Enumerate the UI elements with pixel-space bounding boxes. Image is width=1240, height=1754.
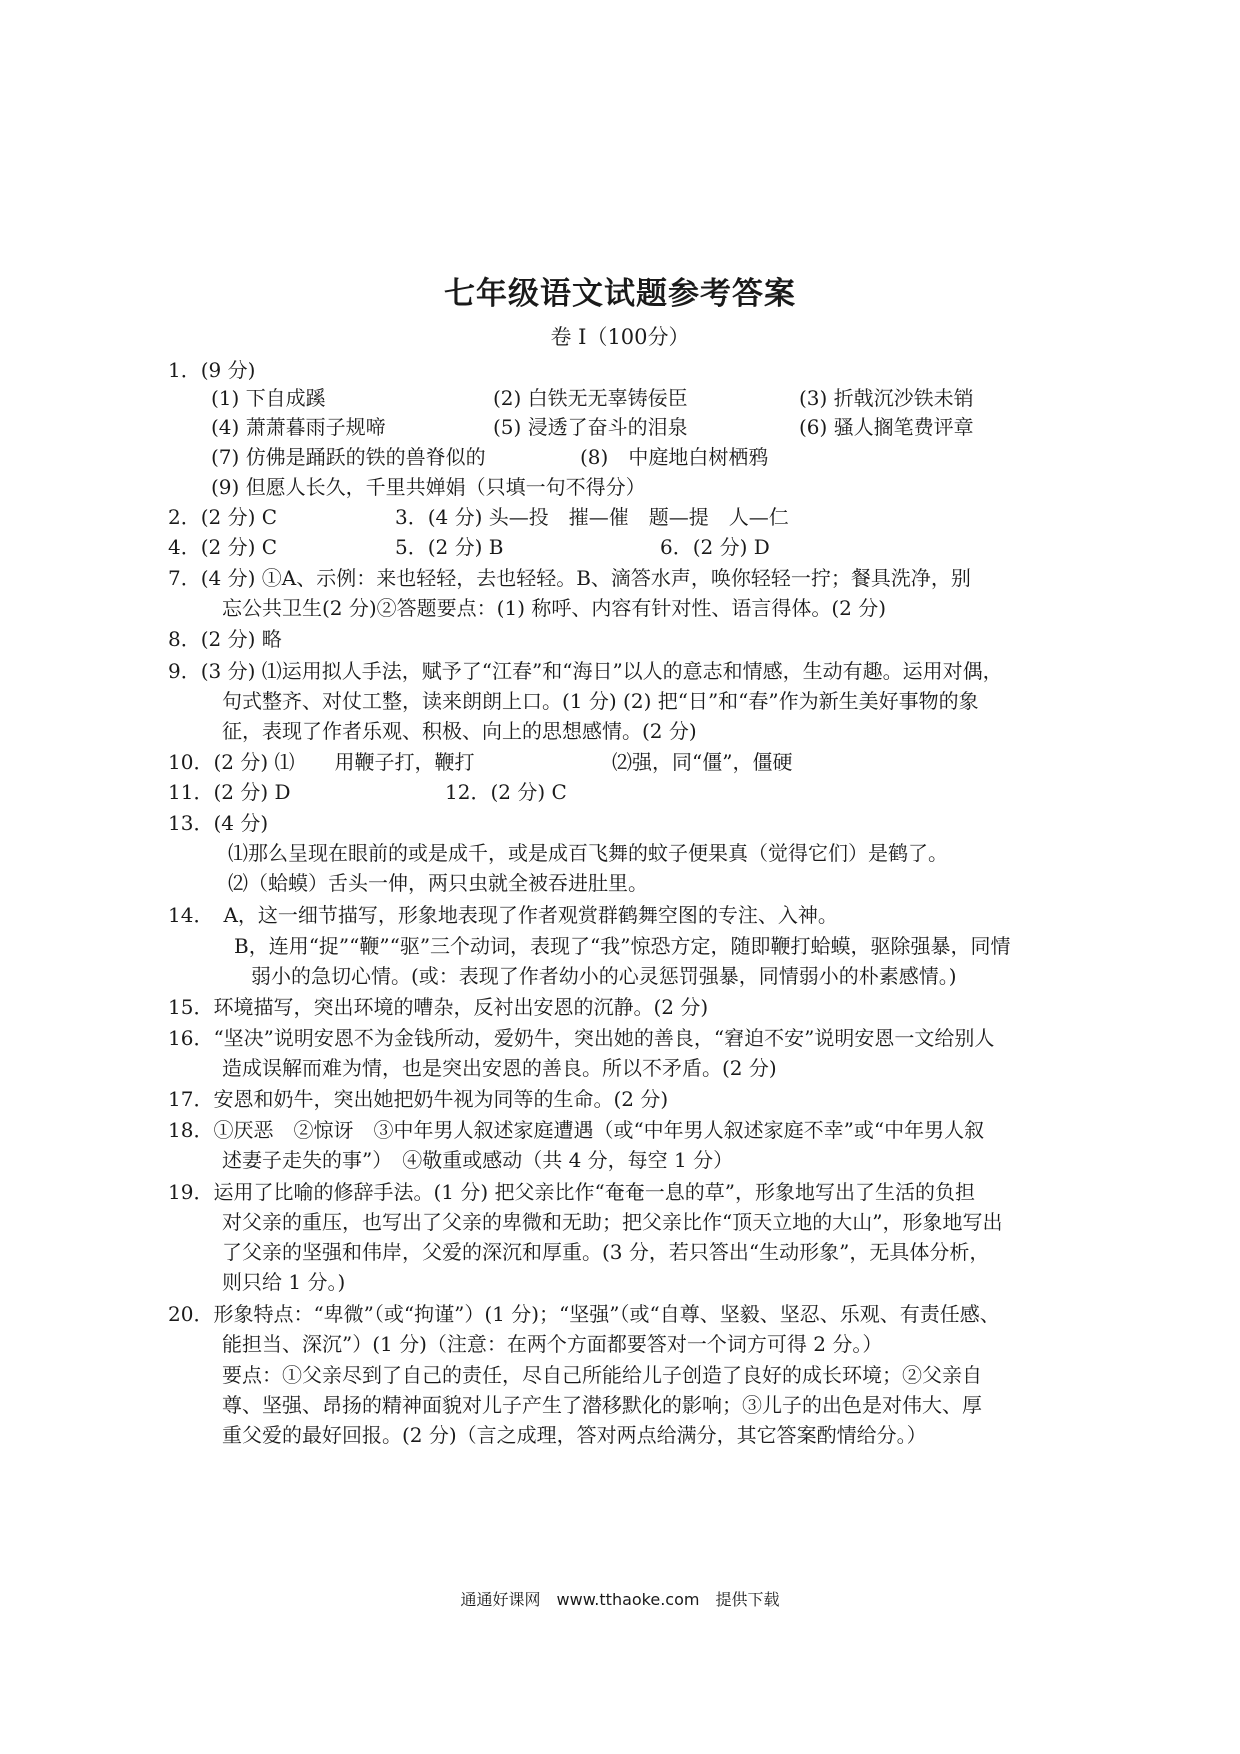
page-footer: 通通好课网 www.tthaoke.com 提供下载 <box>460 1590 780 1609</box>
answer-13-heading: 13．(4 分) <box>168 811 269 835</box>
answer-19-line-3: 了父亲的坚强和伟岸，父爱的深沉和厚重。(3 分，若只答出“生动形象”，无具体分析， <box>222 1240 990 1264</box>
answer-9-line-1: 9．(3 分) ⑴运用拟人手法，赋予了“江春”和“海日”以人的意志和情感，生动有趣。运用对偶， <box>168 659 1003 683</box>
page-subtitle: 卷 Ⅰ（100分） <box>550 325 690 349</box>
answer-17: 17．安恩和奶牛，突出她把奶牛视为同等的生命。(2 分) <box>168 1087 669 1111</box>
page-title: 七年级语文试题参考答案 <box>444 276 796 312</box>
answer-10-part-2: ⑵强，同“僵”，僵硬 <box>612 750 793 774</box>
answer-16-line-2: 造成误解而难为情，也是突出安恩的善良。所以不矛盾。(2 分) <box>222 1056 777 1080</box>
answer-19-line-1: 19．运用了比喻的修辞手法。(1 分) 把父亲比作“奄奄一息的草”，形象地写出了生活的负担 <box>168 1180 975 1204</box>
answer-8: 8．(2 分) 略 <box>168 627 282 651</box>
answer-14-line-3: 弱小的急切心情。(或：表现了作者幼小的心灵惩罚强暴，同情弱小的朴素感情。) <box>251 964 957 988</box>
answer-13-item-1: ⑴那么呈现在眼前的或是成千，或是成百飞舞的蚊子便果真（觉得它们）是鹤了。 <box>228 841 948 865</box>
answer-7-line-1: 7．(4 分) ①A、示例：来也轻轻，去也轻轻。B、滴答水声，唤你轻轻一拧；餐具洗净，别 <box>168 566 971 590</box>
answer-1-item-1: (1) 下自成蹊 <box>211 386 326 410</box>
answer-1-heading: 1．(9 分) <box>168 358 256 382</box>
answer-19-line-4: 则只给 1 分。) <box>222 1270 346 1294</box>
answer-18-line-2: 述妻子走失的事”） ④敬重或感动（共 4 分，每空 1 分） <box>222 1148 734 1172</box>
answer-9-line-3: 征，表现了作者乐观、积极、向上的思想感情。(2 分) <box>222 719 697 743</box>
answer-1-item-4: (4) 萧萧暮雨子规啼 <box>211 415 386 439</box>
answer-4: 4．(2 分) C <box>168 535 278 559</box>
answer-16-line-1: 16．“坚决”说明安恩不为金钱所动，爱奶牛，突出她的善良，“窘迫不安”说明安恩一文给别人 <box>168 1026 995 1050</box>
answer-11: 11．(2 分) D <box>168 780 291 804</box>
answer-14-line-1: 14． A，这一细节描写，形象地表现了作者观赏群鹤舞空图的专注、入神。 <box>168 903 838 927</box>
answer-20-line-2: 能担当、深沉”）(1 分)（注意：在两个方面都要答对一个词方可得 2 分。） <box>222 1332 883 1356</box>
answer-3: 3．(4 分) 头—投 摧—催 题—提 人—仁 <box>395 505 789 529</box>
answer-13-item-2: ⑵（蛤蟆）舌头一伸，两只虫就全被吞进肚里。 <box>228 871 648 895</box>
answer-2: 2．(2 分) C <box>168 505 278 529</box>
answer-15: 15．环境描写，突出环境的嘈杂，反衬出安恩的沉静。(2 分) <box>168 995 709 1019</box>
answer-9-line-2: 句式整齐、对仗工整，读来朗朗上口。(1 分) (2) 把“日”和“春”作为新生美好事物的象 <box>222 689 979 713</box>
answer-1-item-2: (2) 白铁无无辜铸佞臣 <box>493 386 688 410</box>
answer-20-line-1: 20．形象特点：“卑微”（或“拘谨”）(1 分)；“坚强”（或“自尊、坚毅、坚忍、乐观、有责任感、 <box>168 1302 1000 1326</box>
answer-1-item-6: (6) 骚人搁笔费评章 <box>799 415 974 439</box>
answer-12: 12．(2 分) C <box>445 780 567 804</box>
answer-1-item-9: (9) 但愿人长久，千里共婵娟（只填一句不得分） <box>211 475 646 499</box>
answer-7-line-2: 忘公共卫生(2 分)②答题要点：(1) 称呼、内容有针对性、语言得体。(2 分) <box>222 596 887 620</box>
answer-5: 5．(2 分) B <box>395 535 504 559</box>
answer-1-item-3: (3) 折戟沉沙铁未销 <box>799 386 974 410</box>
answer-6: 6．(2 分) D <box>660 535 770 559</box>
answer-14-line-2: B，连用“捉”“鞭”“驱”三个动词，表现了“我”惊恐方定，随即鞭打蛤蟆，驱除强暴，同情 <box>234 934 1011 958</box>
answer-18-line-1: 18．①厌恶 ②惊讶 ③中年男人叙述家庭遭遇（或“中年男人叙述家庭不幸”或“中年男人叙 <box>168 1118 985 1142</box>
answer-1-item-7: (7) 仿佛是踊跃的铁的兽脊似的 <box>211 445 486 469</box>
answer-1-item-8: (8) 中庭地白树栖鸦 <box>580 445 769 469</box>
answer-20-line-3: 要点：①父亲尽到了自己的责任，尽自己所能给儿子创造了良好的成长环境；②父亲自 <box>222 1363 982 1387</box>
answer-10-part-1: 10．(2 分) ⑴ 用鞭子打，鞭打 <box>168 750 475 774</box>
answer-19-line-2: 对父亲的重压，也写出了父亲的卑微和无助；把父亲比作“顶天立地的大山”，形象地写出 <box>222 1210 1003 1234</box>
answer-20-line-4: 尊、坚强、昂扬的精神面貌对儿子产生了潜移默化的影响；③儿子的出色是对伟大、厚 <box>222 1393 982 1417</box>
answer-1-item-5: (5) 浸透了奋斗的泪泉 <box>493 415 688 439</box>
answer-20-line-5: 重父爱的最好回报。(2 分)（言之成理，答对两点给满分，其它答案酌情给分。） <box>222 1423 927 1447</box>
